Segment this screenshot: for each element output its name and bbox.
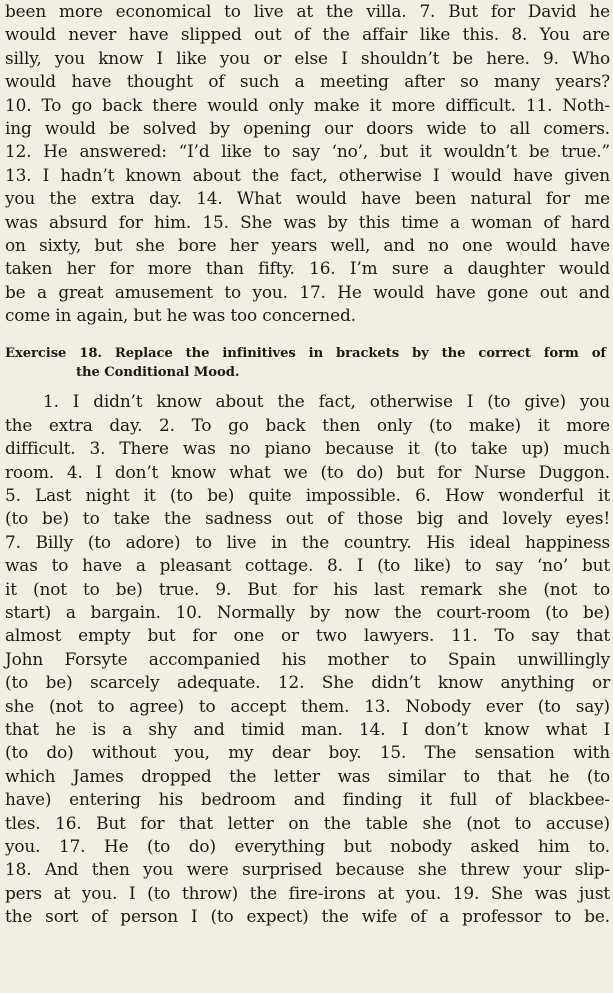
text-line: was to have a pleasant cottage. 8. I (to like) to say ‘no’ but xyxy=(5,555,610,576)
text-line: the extra day. 2. To go back then only (to make) it more xyxy=(5,414,610,435)
text-line: ing would be solved by opening our doors wide to all comers. xyxy=(5,117,610,138)
text-line: which James dropped the letter was similar to that he (to xyxy=(5,765,610,786)
text-line: come in again, but he was too concerned. xyxy=(5,305,356,326)
text-line: 5. Last night it (to be) quite impossible. 6. How wonderful it xyxy=(5,485,610,506)
exercise-heading-continued: the Conditional Mood. xyxy=(76,365,240,381)
text-line: was absurd for him. 15. She was by this time a woman of hard xyxy=(5,211,610,232)
text-line: room. 4. I don’t know what we (to do) but for Nurse Duggon. xyxy=(5,461,610,482)
text-line: on sixty, but she bore her years well, and no one would have xyxy=(5,234,610,255)
preceding-exercise-text xyxy=(5,0,610,327)
text-line: she (not to agree) to accept them. 13. Nobody ever (to say) xyxy=(5,695,610,716)
text-line: (to be) scarcely adequate. 12. She didn’t know anything or xyxy=(5,672,610,693)
text-line: 1. I didn’t know about the fact, otherwise I (to give) you xyxy=(43,391,610,412)
text-line: be a great amusement to you. 17. He would have gone out and xyxy=(5,281,610,302)
exercise-heading: Exercise 18. Replace the infinitives in brackets by the correct form of xyxy=(5,346,606,362)
text-line: 18. And then you were surprised because she threw your slip- xyxy=(5,859,610,880)
exercise-body xyxy=(5,390,610,928)
text-line: would never have slipped out of the affair like this. 8. You are xyxy=(5,24,610,45)
text-line: 7. Billy (to adore) to live in the country. His ideal happiness xyxy=(5,531,610,552)
text-line: that he is a shy and timid man. 14. I don’t know what I xyxy=(5,718,610,739)
text-line: would have thought of such a meeting after so many years? xyxy=(5,71,610,92)
text-line: start) a bargain. 10. Normally by now the court-room (to be) xyxy=(5,601,610,622)
text-line: 10. To go back there would only make it more difficult. 11. Noth- xyxy=(5,94,610,115)
text-line: the sort of person I (to expect) the wife of a professor to be. xyxy=(5,906,610,927)
text-line: it (not to be) true. 9. But for his last remark she (not to xyxy=(5,578,610,599)
text-line: 12. He answered: “I’d like to say ‘no’, but it wouldn’t be true.” xyxy=(5,141,610,162)
text-line: have) entering his bedroom and finding it full of blackbee- xyxy=(5,789,610,810)
text-line: (to do) without you, my dear boy. 15. The sensation with xyxy=(5,742,610,763)
text-line: taken her for more than fifty. 16. I’m sure a daughter would xyxy=(5,258,610,279)
text-line: almost empty but for one or two lawyers. 11. To say that xyxy=(5,625,610,646)
text-line: 13. I hadn’t known about the fact, otherwise I would have given xyxy=(5,164,610,185)
text-line: you. 17. He (to do) everything but nobody asked him to. xyxy=(5,835,610,856)
text-line: pers at you. I (to throw) the fire-irons at you. 19. She was just xyxy=(5,882,610,903)
text-line: John Forsyte accompanied his mother to Spain unwillingly xyxy=(5,648,610,669)
text-line: (to be) to take the sadness out of those big and lovely eyes! xyxy=(5,508,610,529)
text-line: silly, you know I like you or else I shouldn’t be here. 9. Who xyxy=(5,47,610,68)
text-line: been more economical to live at the villa. 7. But for David he xyxy=(5,1,610,21)
exercise-18 xyxy=(5,344,610,928)
text-line: tles. 16. But for that letter on the table she (not to accuse) xyxy=(5,812,610,833)
text-line: you the extra day. 14. What would have been natural for me xyxy=(5,188,610,209)
text-line: difficult. 3. There was no piano because it (to take up) much xyxy=(5,438,610,459)
